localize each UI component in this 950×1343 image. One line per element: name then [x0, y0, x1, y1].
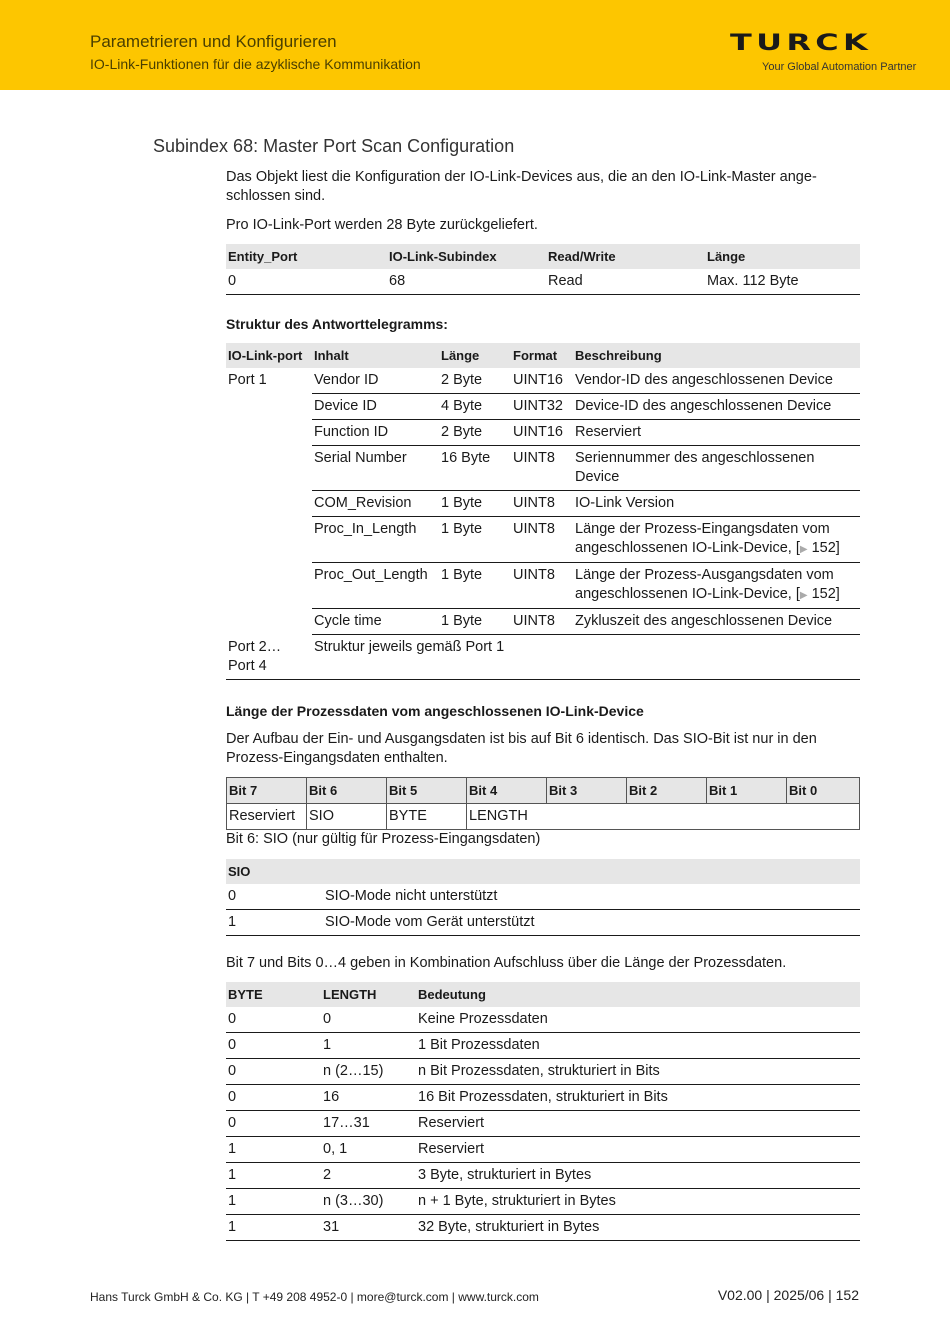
turck-logo — [730, 31, 914, 56]
table-cell: 0 — [321, 1007, 416, 1033]
table-row — [226, 909, 860, 935]
table-cell: UINT16 — [511, 368, 573, 394]
col-header: Bit 2 — [627, 777, 707, 803]
col-header: Beschreibung — [573, 343, 860, 368]
table-cell: Device ID — [312, 394, 439, 420]
table-row — [226, 394, 860, 420]
table-cell: 32 Byte, strukturiert in Bytes — [416, 1214, 860, 1240]
main-content — [226, 168, 860, 1241]
col-header: Länge — [439, 343, 511, 368]
table-cell: UINT8 — [511, 563, 573, 609]
table-cell: 16 — [321, 1084, 416, 1110]
col-header: Bit 6 — [307, 777, 387, 803]
struktur-table — [226, 343, 860, 680]
table-cell: UINT8 — [511, 517, 573, 563]
col-header: Bedeutung — [416, 982, 860, 1007]
table-cell: Reserviert — [573, 420, 860, 446]
col-header: IO-Link-port — [226, 343, 312, 368]
table-cell: 1 Byte — [439, 563, 511, 609]
table-cell: Read — [546, 269, 705, 295]
table-cell: n Bit Prozessdaten, strukturiert in Bits — [416, 1058, 860, 1084]
table-cell: Keine Prozessdaten — [416, 1007, 860, 1033]
table-cell: UINT32 — [511, 394, 573, 420]
col-header: Bit 1 — [707, 777, 787, 803]
table-cell: n + 1 Byte, strukturiert in Bytes — [416, 1188, 860, 1214]
table-cell: 1 Bit Prozessdaten — [416, 1032, 860, 1058]
table-cell: 0 — [226, 269, 387, 295]
table-cell: 0 — [226, 1007, 321, 1033]
table-cell: 0 — [226, 1058, 321, 1084]
table-cell: 0 — [226, 1110, 321, 1136]
table-row — [226, 1007, 860, 1033]
table-row — [226, 368, 860, 394]
table-cell: Reserviert — [416, 1136, 860, 1162]
prozessdaten-text: Der Aufbau der Ein- und Ausgangsdaten ist bis auf Bit 6 identisch. Das SIO-Bit ist nur in den Prozess-Eingangsdaten enthalten. — [226, 730, 817, 766]
length-table-body — [226, 1007, 860, 1241]
table-cell: Max. 112 Byte — [705, 269, 860, 295]
col-header: Bit 5 — [387, 777, 467, 803]
table-row — [226, 609, 860, 635]
port-label: Port 1 — [228, 372, 267, 388]
table-cell: Reserviert — [416, 1110, 860, 1136]
table-cell: 1 — [226, 1214, 321, 1240]
table-row — [226, 1214, 860, 1240]
length-table — [226, 982, 860, 1241]
table-cell: 0, 1 — [321, 1136, 416, 1162]
table-cell: 0 — [226, 884, 323, 910]
table-cell: Serial Number — [312, 446, 439, 491]
table-cell: 1 — [226, 1188, 321, 1214]
table-cell: COM_Revision — [312, 491, 439, 517]
table-cell: SIO-Mode vom Gerät unterstützt — [323, 909, 860, 935]
description-text: Länge der Prozess-Ausgangsdaten vom angeschlossenen IO-Link-Device, — [575, 567, 834, 602]
table-row — [226, 1032, 860, 1058]
table-cell: 1 — [226, 1162, 321, 1188]
page-reference-link[interactable]: [▶ 152] — [795, 540, 840, 556]
table-row — [226, 269, 860, 295]
table-row — [226, 420, 860, 446]
table-cell: 1 — [321, 1032, 416, 1058]
port-label: Port 2… Port 4 — [226, 635, 312, 680]
table-cell — [573, 563, 860, 609]
table-row — [226, 1188, 860, 1214]
table-cell: 16 Bit Prozessdaten, strukturiert in Bits — [416, 1084, 860, 1110]
col-header: Read/Write — [546, 244, 705, 269]
arrow-right-icon: ▶ — [799, 590, 808, 601]
col-header: Bit 0 — [787, 777, 860, 803]
table-row — [226, 635, 860, 680]
table-cell: UINT16 — [511, 420, 573, 446]
table-cell: IO-Link Version — [573, 491, 860, 517]
table-cell: Vendor ID — [312, 368, 439, 394]
table-cell: Proc_In_Length — [312, 517, 439, 563]
table-cell: 1 Byte — [439, 491, 511, 517]
logo-wordmark: TURCK — [730, 31, 873, 56]
table-cell: 1 — [226, 909, 323, 935]
table-row — [226, 446, 860, 491]
col-header: Bit 7 — [227, 777, 307, 803]
table-cell: Struktur jeweils gemäß Port 1 — [312, 635, 860, 680]
table-row — [226, 1136, 860, 1162]
table-cell: 2 Byte — [439, 368, 511, 394]
table-cell: UINT8 — [511, 491, 573, 517]
table-cell: SIO — [307, 803, 387, 829]
col-header: Inhalt — [312, 343, 439, 368]
page-reference-link[interactable]: [▶ 152] — [795, 586, 840, 602]
table-cell: LENGTH — [467, 803, 860, 829]
table-cell: 1 Byte — [439, 609, 511, 635]
table-cell: 0 — [226, 1032, 321, 1058]
table-cell: 16 Byte — [439, 446, 511, 491]
table-row — [226, 563, 860, 609]
table-cell: Cycle time — [312, 609, 439, 635]
table-cell: BYTE — [387, 803, 467, 829]
table-row — [226, 1058, 860, 1084]
table-cell: Reserviert — [227, 803, 307, 829]
prozessdaten-heading: Länge der Prozessdaten vom angeschlossenen IO-Link-Device — [226, 702, 644, 719]
table-cell: UINT8 — [511, 446, 573, 491]
col-header: Format — [511, 343, 573, 368]
table-cell — [573, 517, 860, 563]
col-header: Entity_Port — [226, 244, 387, 269]
section-title: Subindex 68: Master Port Scan Configuration — [153, 136, 515, 156]
footer-version: V02.00 | 2025/06 | 152 — [717, 1287, 859, 1303]
table-row — [226, 491, 860, 517]
table-cell: SIO-Mode nicht unterstützt — [323, 884, 860, 910]
table-cell: 31 — [321, 1214, 416, 1240]
table-cell: Proc_Out_Length — [312, 563, 439, 609]
table-row — [226, 1110, 860, 1136]
table-row — [226, 1084, 860, 1110]
table-cell: Function ID — [312, 420, 439, 446]
col-header: Bit 4 — [467, 777, 547, 803]
intro-paragraph-2: Pro IO-Link-Port werden 28 Byte zurückgeliefert. — [226, 217, 538, 233]
table-row — [226, 517, 860, 563]
table-cell: Seriennummer des angeschlossenen Device — [573, 446, 860, 491]
table-cell: UINT8 — [511, 609, 573, 635]
header-subtitle: IO-Link-Funktionen für die azyklische Kommunikation — [90, 56, 421, 72]
table-row — [226, 1162, 860, 1188]
table-cell: 2 Byte — [439, 420, 511, 446]
bit-table — [226, 777, 860, 830]
col-header: Länge — [705, 244, 860, 269]
col-header: LENGTH — [321, 982, 416, 1007]
table-cell: 17…31 — [321, 1110, 416, 1136]
table-cell: 68 — [387, 269, 546, 295]
table-cell: 1 Byte — [439, 517, 511, 563]
struktur-heading: Struktur des Antworttelegramms: — [226, 316, 448, 332]
table-cell: Zykluszeit des angeschlossenen Device — [573, 609, 860, 635]
table-row — [227, 803, 860, 829]
table-cell: 3 Byte, strukturiert in Bytes — [416, 1162, 860, 1188]
table-cell: 1 — [226, 1136, 321, 1162]
sio-table — [226, 859, 860, 936]
table-cell: 2 — [321, 1162, 416, 1188]
bit6-note: Bit 6: SIO (nur gültig für Prozess-Eingangsdaten) — [226, 830, 541, 847]
arrow-right-icon: ▶ — [799, 544, 808, 555]
intro-paragraph-1: Das Objekt liest die Konfiguration der IO-Link-Devices aus, die an den IO-Link-Master angeschlossen sind. — [226, 169, 817, 204]
col-header: SIO — [226, 859, 860, 884]
col-header: Bit 3 — [547, 777, 627, 803]
table-cell: 4 Byte — [439, 394, 511, 420]
table-cell: Device-ID des angeschlossenen Device — [573, 394, 860, 420]
table-cell: 0 — [226, 1084, 321, 1110]
header-title: Parametrieren und Konfigurieren — [90, 32, 337, 51]
entity-port-table — [226, 244, 860, 295]
table-cell: n (3…30) — [321, 1188, 416, 1214]
page-header — [0, 0, 950, 90]
combo-text: Bit 7 und Bits 0…4 geben in Kombination Aufschluss über die Länge der Prozessdaten. — [226, 954, 787, 971]
col-header: IO-Link-Subindex — [387, 244, 546, 269]
table-cell: Vendor-ID des angeschlossenen Device — [573, 368, 860, 394]
table-row — [226, 884, 860, 910]
col-header: BYTE — [226, 982, 321, 1007]
description-text: Länge der Prozess-Eingangsdaten vom angeschlossenen IO-Link-Device, — [575, 521, 830, 556]
logo-tagline: Your Global Automation Partner — [762, 61, 917, 73]
footer-contact: Hans Turck GmbH & Co. KG | T +49 208 4952-0 | more@turck.com | www.turck.com — [90, 1290, 539, 1304]
table-cell: n (2…15) — [321, 1058, 416, 1084]
